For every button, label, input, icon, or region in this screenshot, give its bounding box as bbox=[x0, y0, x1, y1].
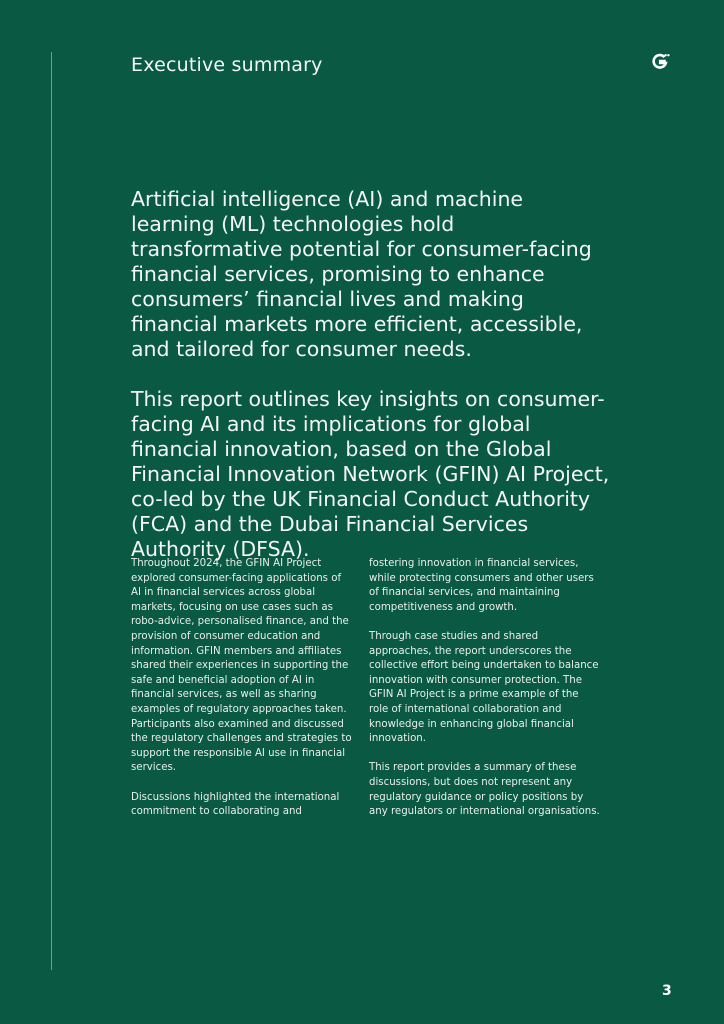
body-column-left bbox=[131, 557, 353, 834]
gfin-logo-icon bbox=[650, 52, 670, 72]
lead-summary bbox=[131, 187, 611, 587]
body-paragraph: Through case studies and shared approaches, the report underscores the collective effort being undertaken to balance innovation with consumer protection. The GFIN AI Project is a prime example of the role of international collaboration and knowledge in enhancing global financial innovation. bbox=[369, 630, 599, 745]
body-paragraph: Throughout 2024, the GFIN AI Project explored consumer-facing applications of AI in financial services across global markets, focusing on use cases such as robo-advice, personalised finance, and the provision of consumer education and information. GFIN members and affiliates shared their experiences in supporting the safe and beneficial adoption of AI in financial services, as well as sharing examples of regulatory approaches taken. Participants also examined and discussed the regulatory challenges and strategies to support the responsible AI use in financial services. bbox=[131, 558, 352, 774]
vertical-accent-rule bbox=[51, 52, 52, 970]
body-paragraph: This report provides a summary of these discussions, but does not represent any regulatory guidance or policy positions by any regulators or international organisations. bbox=[369, 762, 600, 818]
body-paragraph: Discussions highlighted the international commitment to collaborating and bbox=[131, 791, 340, 818]
lead-paragraph: This report outlines key insights on consumer-facing AI and its implications for global financial innovation, based on the Global Financial Innovation Network (GFIN) AI Project, co-led by the UK Financial Conduct Authority (FCA) and the Dubai Financial Services Authority (DFSA). bbox=[131, 387, 610, 561]
page-number: 3 bbox=[662, 983, 672, 999]
body-column-right bbox=[369, 557, 601, 834]
section-title: Executive summary bbox=[131, 54, 323, 76]
lead-paragraph: Artificial intelligence (AI) and machine learning (ML) technologies hold transformative potential for consumer-facing financial services, promising to enhance consumers’ financial lives and making financial markets more efficient, accessible, and tailored for consumer needs. bbox=[131, 187, 592, 361]
body-paragraph: fostering innovation in financial services, while protecting consumers and other users of financial services, and maintaining competitiveness and growth. bbox=[369, 558, 594, 613]
